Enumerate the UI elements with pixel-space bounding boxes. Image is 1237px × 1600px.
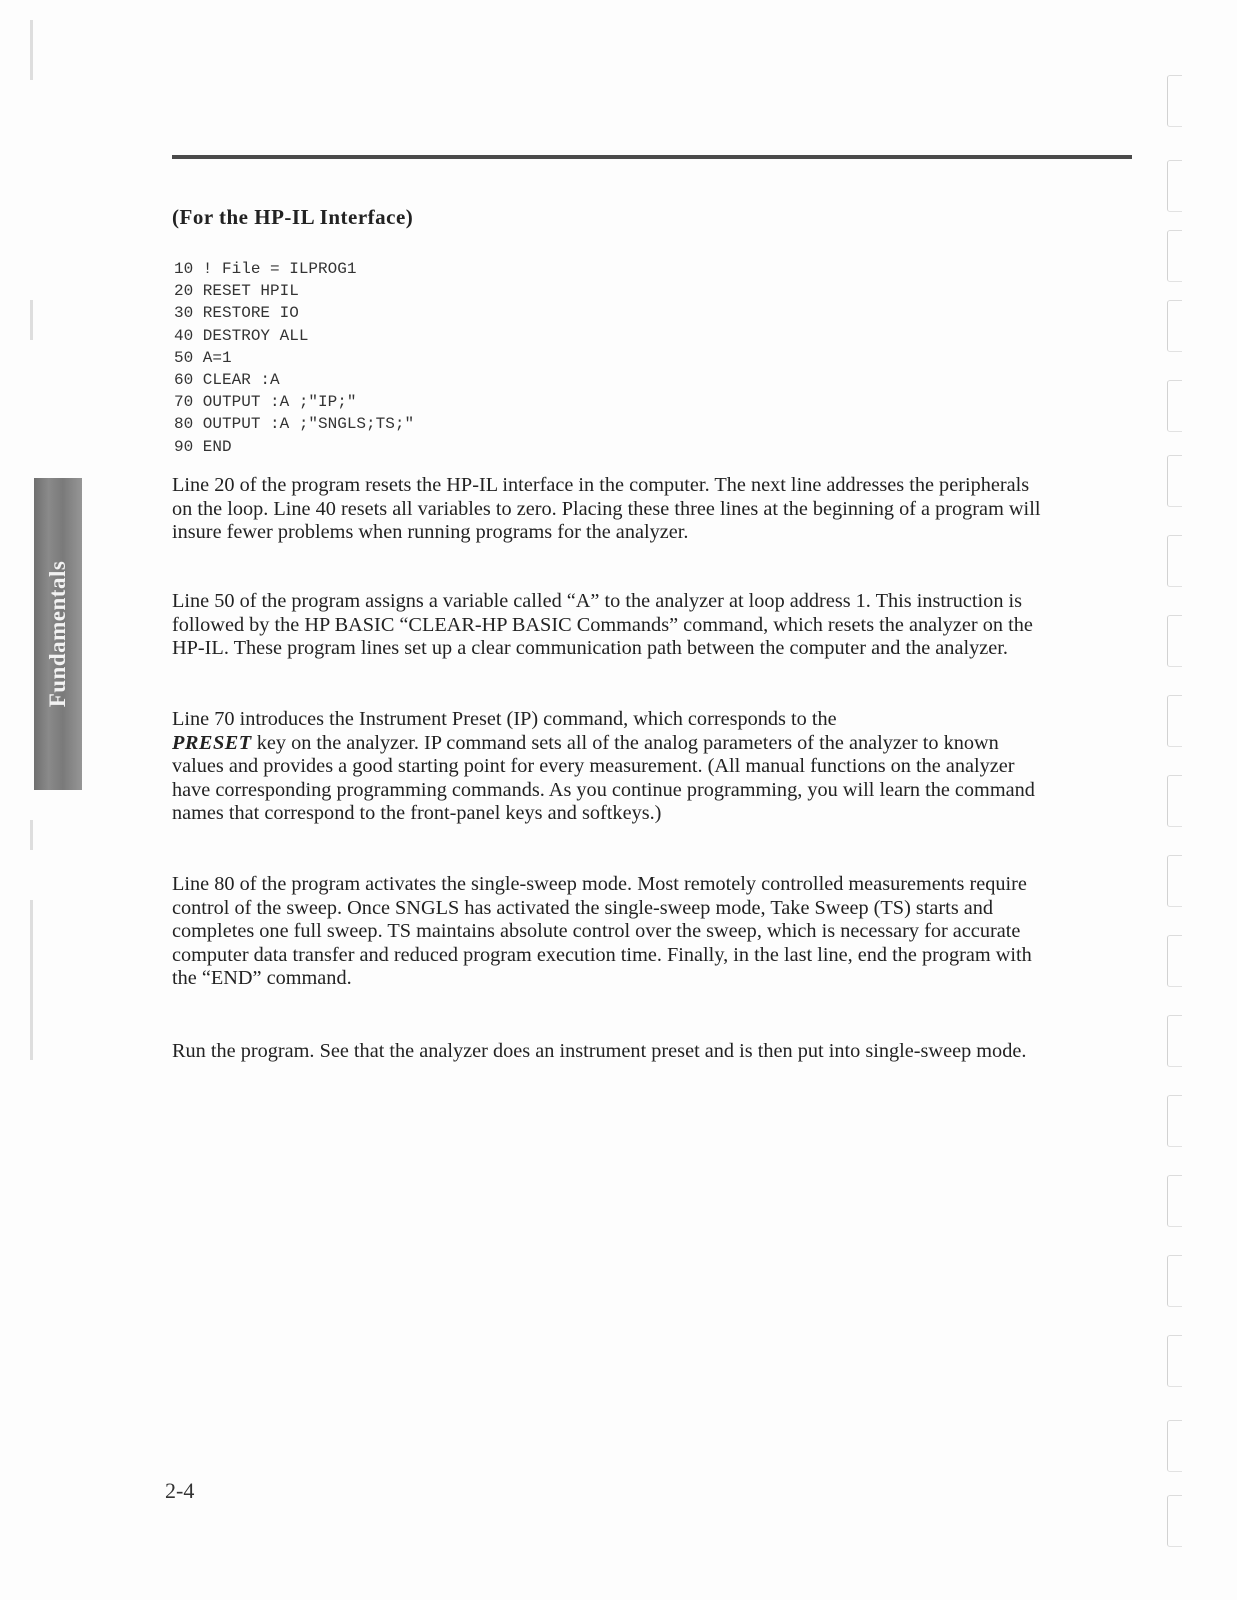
edge-mark	[1167, 855, 1182, 907]
edge-mark	[1167, 380, 1182, 432]
scan-speck	[30, 900, 33, 1060]
paragraph-text: key on the analyzer. IP command sets all of the analog parameters of the analyzer to known values and provides a good starting point for every measurement. (All manual functions on the analyzer have corresponding programming commands. As you continue programming, you will learn the command names that correspond to the front-panel keys and softkeys.)	[172, 731, 1035, 824]
code-line: 30 RESTORE IO	[174, 304, 299, 323]
code-line: 10 ! File = ILPROG1	[174, 260, 357, 278]
code-line: 90 END	[174, 437, 232, 456]
edge-mark	[1167, 455, 1182, 507]
side-tab-label: Fundamentals	[45, 560, 70, 708]
paragraph-single-sweep: Line 80 of the program activates the single-sweep mode. Most remotely controlled measurements require control of the sweep. Once SNGLS has activated the single-sweep mode, Take Sweep (TS) starts and completes one full sweep. TS maintains absolute control over the sweep, which is necessary for accurate computer data transfer and reduced program execution time. Finally, in the last line, end the program with the “END” command.	[172, 873, 1032, 989]
paragraph-run-program: Run the program. See that the analyzer does an instrument preset and is then put into single-sweep mode.	[172, 1040, 1027, 1062]
edge-mark	[1167, 1420, 1182, 1472]
scan-speck	[30, 820, 33, 850]
paragraph-instrument-preset	[172, 708, 1052, 826]
paragraph-reset-interface: Line 20 of the program resets the HP-IL interface in the computer. The next line addresses the peripherals on the loop. Line 40 resets all variables to zero. Placing these three lines at the beginning of a program will insure fewer problems when running programs for the analyzer.	[172, 474, 1041, 543]
section-heading: (For the HP-IL Interface)	[172, 205, 414, 229]
edge-mark	[1167, 1175, 1182, 1227]
program-listing	[174, 258, 414, 458]
scan-speck	[30, 20, 33, 80]
code-line: 50 A=1	[174, 348, 232, 367]
edge-mark	[1167, 75, 1182, 127]
code-line: 70 OUTPUT :A ;"IP;"	[174, 393, 357, 412]
code-line: 80 OUTPUT :A ;"SNGLS;TS;"	[174, 415, 415, 434]
paragraph-assign-variable: Line 50 of the program assigns a variable called “A” to the analyzer at loop address 1. This instruction is followed by the HP BASIC “CLEAR-HP BASIC Commands” command, which resets the analyzer on the HP-IL. These program lines set up a clear communication path between the computer and the analyzer.	[172, 590, 1033, 659]
paragraph-text: Line 70 introduces the Instrument Preset (IP) command, which corresponds to the	[172, 708, 837, 730]
code-line: 20 RESET HPIL	[174, 282, 299, 301]
edge-mark	[1167, 160, 1182, 212]
edge-mark	[1167, 1335, 1182, 1387]
preset-key-label: PRESET	[172, 731, 252, 754]
edge-mark	[1167, 775, 1182, 827]
edge-mark	[1167, 1015, 1182, 1067]
edge-mark	[1167, 1255, 1182, 1307]
code-line: 60 CLEAR :A	[174, 371, 280, 390]
edge-mark	[1167, 230, 1182, 282]
edge-mark	[1167, 300, 1182, 352]
edge-mark	[1167, 615, 1182, 667]
edge-mark	[1167, 1495, 1182, 1547]
edge-mark	[1167, 535, 1182, 587]
binding-edge-marks	[1167, 60, 1195, 1560]
section-side-tab	[34, 478, 82, 790]
edge-mark	[1167, 935, 1182, 987]
edge-mark	[1167, 1095, 1182, 1147]
edge-mark	[1167, 695, 1182, 747]
scan-speck	[30, 300, 33, 340]
top-rule	[172, 155, 1132, 159]
page-number: 2-4	[165, 1478, 195, 1503]
code-line: 40 DESTROY ALL	[174, 326, 309, 345]
